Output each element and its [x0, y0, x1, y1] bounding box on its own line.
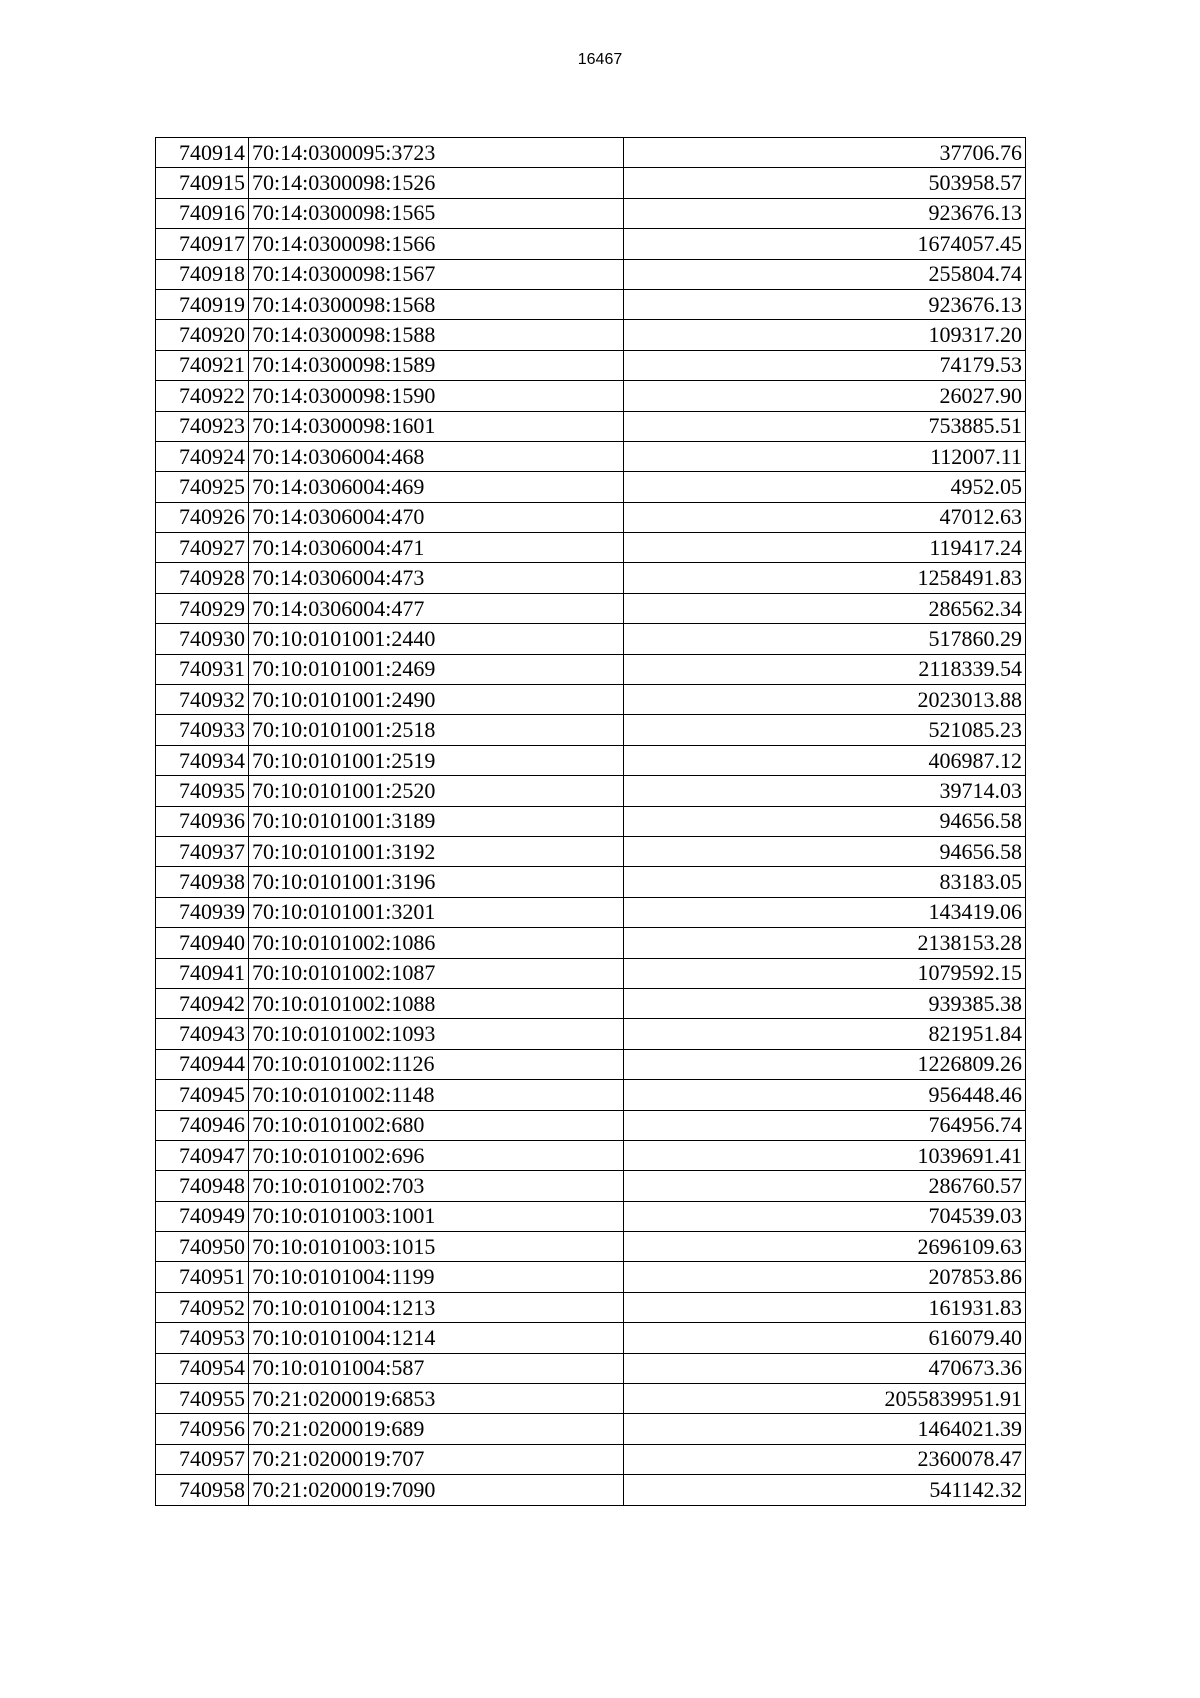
cadastral-value-cell: 109317.20 [624, 320, 1026, 350]
cadastral-value-cell: 2118339.54 [624, 654, 1026, 684]
row-number-cell: 740948 [156, 1171, 249, 1201]
table-row [156, 836, 1026, 866]
cadastral-value-cell: 74179.53 [624, 350, 1026, 380]
cadastral-value-cell: 161931.83 [624, 1292, 1026, 1322]
table-row [156, 776, 1026, 806]
table-row [156, 1140, 1026, 1170]
cadastral-number-cell: 70:10:0101001:2519 [249, 745, 624, 775]
row-number-cell: 740922 [156, 381, 249, 411]
cadastral-number-cell: 70:10:0101002:1086 [249, 928, 624, 958]
cadastral-value-cell: 1039691.41 [624, 1140, 1026, 1170]
cadastral-number-cell: 70:10:0101002:1087 [249, 958, 624, 988]
table-row [156, 259, 1026, 289]
cadastral-value-cell: 753885.51 [624, 411, 1026, 441]
table-row [156, 1019, 1026, 1049]
cadastral-value-cell: 821951.84 [624, 1019, 1026, 1049]
table-row [156, 411, 1026, 441]
table-row [156, 685, 1026, 715]
row-number-cell: 740944 [156, 1049, 249, 1079]
cadastral-number-cell: 70:14:0300098:1526 [249, 168, 624, 198]
cadastral-number-cell: 70:10:0101002:1093 [249, 1019, 624, 1049]
table-row [156, 472, 1026, 502]
row-number-cell: 740917 [156, 229, 249, 259]
table-row [156, 563, 1026, 593]
cadastral-value-cell: 764956.74 [624, 1110, 1026, 1140]
cadastral-number-cell: 70:10:0101003:1015 [249, 1232, 624, 1262]
table-row [156, 1384, 1026, 1414]
cadastral-number-cell: 70:21:0200019:6853 [249, 1384, 624, 1414]
row-number-cell: 740931 [156, 654, 249, 684]
table-row [156, 381, 1026, 411]
row-number-cell: 740920 [156, 320, 249, 350]
cadastral-value-cell: 83183.05 [624, 867, 1026, 897]
cadastral-value-cell: 2023013.88 [624, 685, 1026, 715]
table-row [156, 350, 1026, 380]
cadastral-number-cell: 70:14:0300098:1565 [249, 198, 624, 228]
row-number-cell: 740923 [156, 411, 249, 441]
cadastral-number-cell: 70:10:0101001:3196 [249, 867, 624, 897]
cadastral-value-cell: 616079.40 [624, 1323, 1026, 1353]
table-row [156, 1232, 1026, 1262]
table-body [156, 138, 1026, 1506]
table-row [156, 593, 1026, 623]
cadastral-value-cell: 923676.13 [624, 289, 1026, 319]
cadastral-number-cell: 70:14:0306004:477 [249, 593, 624, 623]
cadastral-value-cell: 26027.90 [624, 381, 1026, 411]
row-number-cell: 740928 [156, 563, 249, 593]
cadastral-number-cell: 70:10:0101004:1213 [249, 1292, 624, 1322]
row-number-cell: 740936 [156, 806, 249, 836]
cadastral-number-cell: 70:14:0300098:1601 [249, 411, 624, 441]
row-number-cell: 740947 [156, 1140, 249, 1170]
cadastral-number-cell: 70:14:0300098:1588 [249, 320, 624, 350]
row-number-cell: 740954 [156, 1353, 249, 1383]
row-number-cell: 740951 [156, 1262, 249, 1292]
row-number-cell: 740952 [156, 1292, 249, 1322]
row-number-cell: 740916 [156, 198, 249, 228]
cadastral-number-cell: 70:14:0306004:473 [249, 563, 624, 593]
cadastral-value-cell: 143419.06 [624, 897, 1026, 927]
cadastral-number-cell: 70:14:0306004:471 [249, 533, 624, 563]
row-number-cell: 740925 [156, 472, 249, 502]
cadastral-value-cell: 939385.38 [624, 988, 1026, 1018]
cadastral-number-cell: 70:14:0300098:1567 [249, 259, 624, 289]
row-number-cell: 740940 [156, 928, 249, 958]
cadastral-value-cell: 39714.03 [624, 776, 1026, 806]
row-number-cell: 740949 [156, 1201, 249, 1231]
cadastral-value-cell: 1464021.39 [624, 1414, 1026, 1444]
table-row [156, 533, 1026, 563]
row-number-cell: 740939 [156, 897, 249, 927]
cadastral-number-cell: 70:10:0101002:680 [249, 1110, 624, 1140]
cadastral-value-cell: 1079592.15 [624, 958, 1026, 988]
cadastral-number-cell: 70:10:0101001:2440 [249, 624, 624, 654]
cadastral-value-cell: 406987.12 [624, 745, 1026, 775]
cadastral-number-cell: 70:10:0101001:3201 [249, 897, 624, 927]
cadastral-value-cell: 207853.86 [624, 1262, 1026, 1292]
row-number-cell: 740941 [156, 958, 249, 988]
row-number-cell: 740943 [156, 1019, 249, 1049]
cadastral-number-cell: 70:14:0306004:469 [249, 472, 624, 502]
cadastral-value-cell: 956448.46 [624, 1080, 1026, 1110]
table-row [156, 320, 1026, 350]
table-row [156, 1323, 1026, 1353]
cadastral-value-cell: 255804.74 [624, 259, 1026, 289]
row-number-cell: 740937 [156, 836, 249, 866]
row-number-cell: 740918 [156, 259, 249, 289]
cadastral-number-cell: 70:10:0101004:1199 [249, 1262, 624, 1292]
row-number-cell: 740946 [156, 1110, 249, 1140]
cadastral-number-cell: 70:10:0101001:2469 [249, 654, 624, 684]
table-row [156, 441, 1026, 471]
row-number-cell: 740926 [156, 502, 249, 532]
cadastral-value-cell: 1258491.83 [624, 563, 1026, 593]
cadastral-number-cell: 70:10:0101004:1214 [249, 1323, 624, 1353]
table-row [156, 1444, 1026, 1474]
cadastral-number-cell: 70:14:0306004:470 [249, 502, 624, 532]
row-number-cell: 740953 [156, 1323, 249, 1353]
cadastral-number-cell: 70:10:0101004:587 [249, 1353, 624, 1383]
table-row [156, 168, 1026, 198]
cadastral-value-table [155, 137, 1026, 1506]
row-number-cell: 740958 [156, 1475, 249, 1505]
cadastral-value-cell: 2360078.47 [624, 1444, 1026, 1474]
table-row [156, 897, 1026, 927]
row-number-cell: 740957 [156, 1444, 249, 1474]
cadastral-value-cell: 112007.11 [624, 441, 1026, 471]
cadastral-value-cell: 286562.34 [624, 593, 1026, 623]
cadastral-number-cell: 70:14:0300098:1568 [249, 289, 624, 319]
cadastral-value-cell: 94656.58 [624, 806, 1026, 836]
table-row [156, 1049, 1026, 1079]
cadastral-value-cell: 503958.57 [624, 168, 1026, 198]
cadastral-number-cell: 70:10:0101001:2490 [249, 685, 624, 715]
table-row [156, 289, 1026, 319]
row-number-cell: 740930 [156, 624, 249, 654]
table-row [156, 715, 1026, 745]
row-number-cell: 740929 [156, 593, 249, 623]
cadastral-number-cell: 70:10:0101002:1126 [249, 1049, 624, 1079]
table-row [156, 958, 1026, 988]
cadastral-value-cell: 470673.36 [624, 1353, 1026, 1383]
cadastral-number-cell: 70:10:0101002:696 [249, 1140, 624, 1170]
row-number-cell: 740942 [156, 988, 249, 1018]
cadastral-number-cell: 70:21:0200019:707 [249, 1444, 624, 1474]
table-row [156, 502, 1026, 532]
table-row [156, 138, 1026, 168]
cadastral-value-cell: 47012.63 [624, 502, 1026, 532]
row-number-cell: 740945 [156, 1080, 249, 1110]
cadastral-value-cell: 2696109.63 [624, 1232, 1026, 1262]
cadastral-value-cell: 1226809.26 [624, 1049, 1026, 1079]
cadastral-number-cell: 70:21:0200019:689 [249, 1414, 624, 1444]
cadastral-value-cell: 704539.03 [624, 1201, 1026, 1231]
cadastral-number-cell: 70:14:0300095:3723 [249, 138, 624, 168]
table-row [156, 1353, 1026, 1383]
table-row [156, 1262, 1026, 1292]
cadastral-number-cell: 70:10:0101002:703 [249, 1171, 624, 1201]
cadastral-value-cell: 517860.29 [624, 624, 1026, 654]
table-row [156, 198, 1026, 228]
cadastral-number-cell: 70:14:0300098:1566 [249, 229, 624, 259]
cadastral-number-cell: 70:10:0101002:1148 [249, 1080, 624, 1110]
cadastral-value-cell: 2138153.28 [624, 928, 1026, 958]
row-number-cell: 740938 [156, 867, 249, 897]
table-row [156, 1475, 1026, 1505]
cadastral-number-cell: 70:10:0101001:2518 [249, 715, 624, 745]
row-number-cell: 740950 [156, 1232, 249, 1262]
cadastral-number-cell: 70:10:0101003:1001 [249, 1201, 624, 1231]
table-row [156, 624, 1026, 654]
cadastral-value-cell: 37706.76 [624, 138, 1026, 168]
table-row [156, 867, 1026, 897]
table-row [156, 745, 1026, 775]
table-row [156, 988, 1026, 1018]
row-number-cell: 740934 [156, 745, 249, 775]
cadastral-number-cell: 70:14:0300098:1589 [249, 350, 624, 380]
page-number: 16467 [577, 51, 623, 68]
table-row [156, 928, 1026, 958]
cadastral-value-cell: 521085.23 [624, 715, 1026, 745]
cadastral-value-cell: 94656.58 [624, 836, 1026, 866]
table-row [156, 1080, 1026, 1110]
cadastral-value-cell: 541142.32 [624, 1475, 1026, 1505]
cadastral-number-cell: 70:21:0200019:7090 [249, 1475, 624, 1505]
table-row [156, 229, 1026, 259]
table-row [156, 1292, 1026, 1322]
table-row [156, 1414, 1026, 1444]
cadastral-value-cell: 119417.24 [624, 533, 1026, 563]
row-number-cell: 740919 [156, 289, 249, 319]
table-row [156, 654, 1026, 684]
row-number-cell: 740914 [156, 138, 249, 168]
cadastral-number-cell: 70:10:0101002:1088 [249, 988, 624, 1018]
row-number-cell: 740921 [156, 350, 249, 380]
row-number-cell: 740927 [156, 533, 249, 563]
cadastral-value-cell: 923676.13 [624, 198, 1026, 228]
row-number-cell: 740935 [156, 776, 249, 806]
table-row [156, 1171, 1026, 1201]
row-number-cell: 740924 [156, 441, 249, 471]
row-number-cell: 740932 [156, 685, 249, 715]
cadastral-value-cell: 286760.57 [624, 1171, 1026, 1201]
cadastral-number-cell: 70:14:0306004:468 [249, 441, 624, 471]
cadastral-number-cell: 70:10:0101001:3192 [249, 836, 624, 866]
cadastral-value-cell: 1674057.45 [624, 229, 1026, 259]
cadastral-number-cell: 70:14:0300098:1590 [249, 381, 624, 411]
table-row [156, 806, 1026, 836]
row-number-cell: 740955 [156, 1384, 249, 1414]
cadastral-number-cell: 70:10:0101001:3189 [249, 806, 624, 836]
table-row [156, 1201, 1026, 1231]
cadastral-value-cell: 2055839951.91 [624, 1384, 1026, 1414]
table-row [156, 1110, 1026, 1140]
cadastral-number-cell: 70:10:0101001:2520 [249, 776, 624, 806]
row-number-cell: 740915 [156, 168, 249, 198]
row-number-cell: 740956 [156, 1414, 249, 1444]
cadastral-value-cell: 4952.05 [624, 472, 1026, 502]
row-number-cell: 740933 [156, 715, 249, 745]
